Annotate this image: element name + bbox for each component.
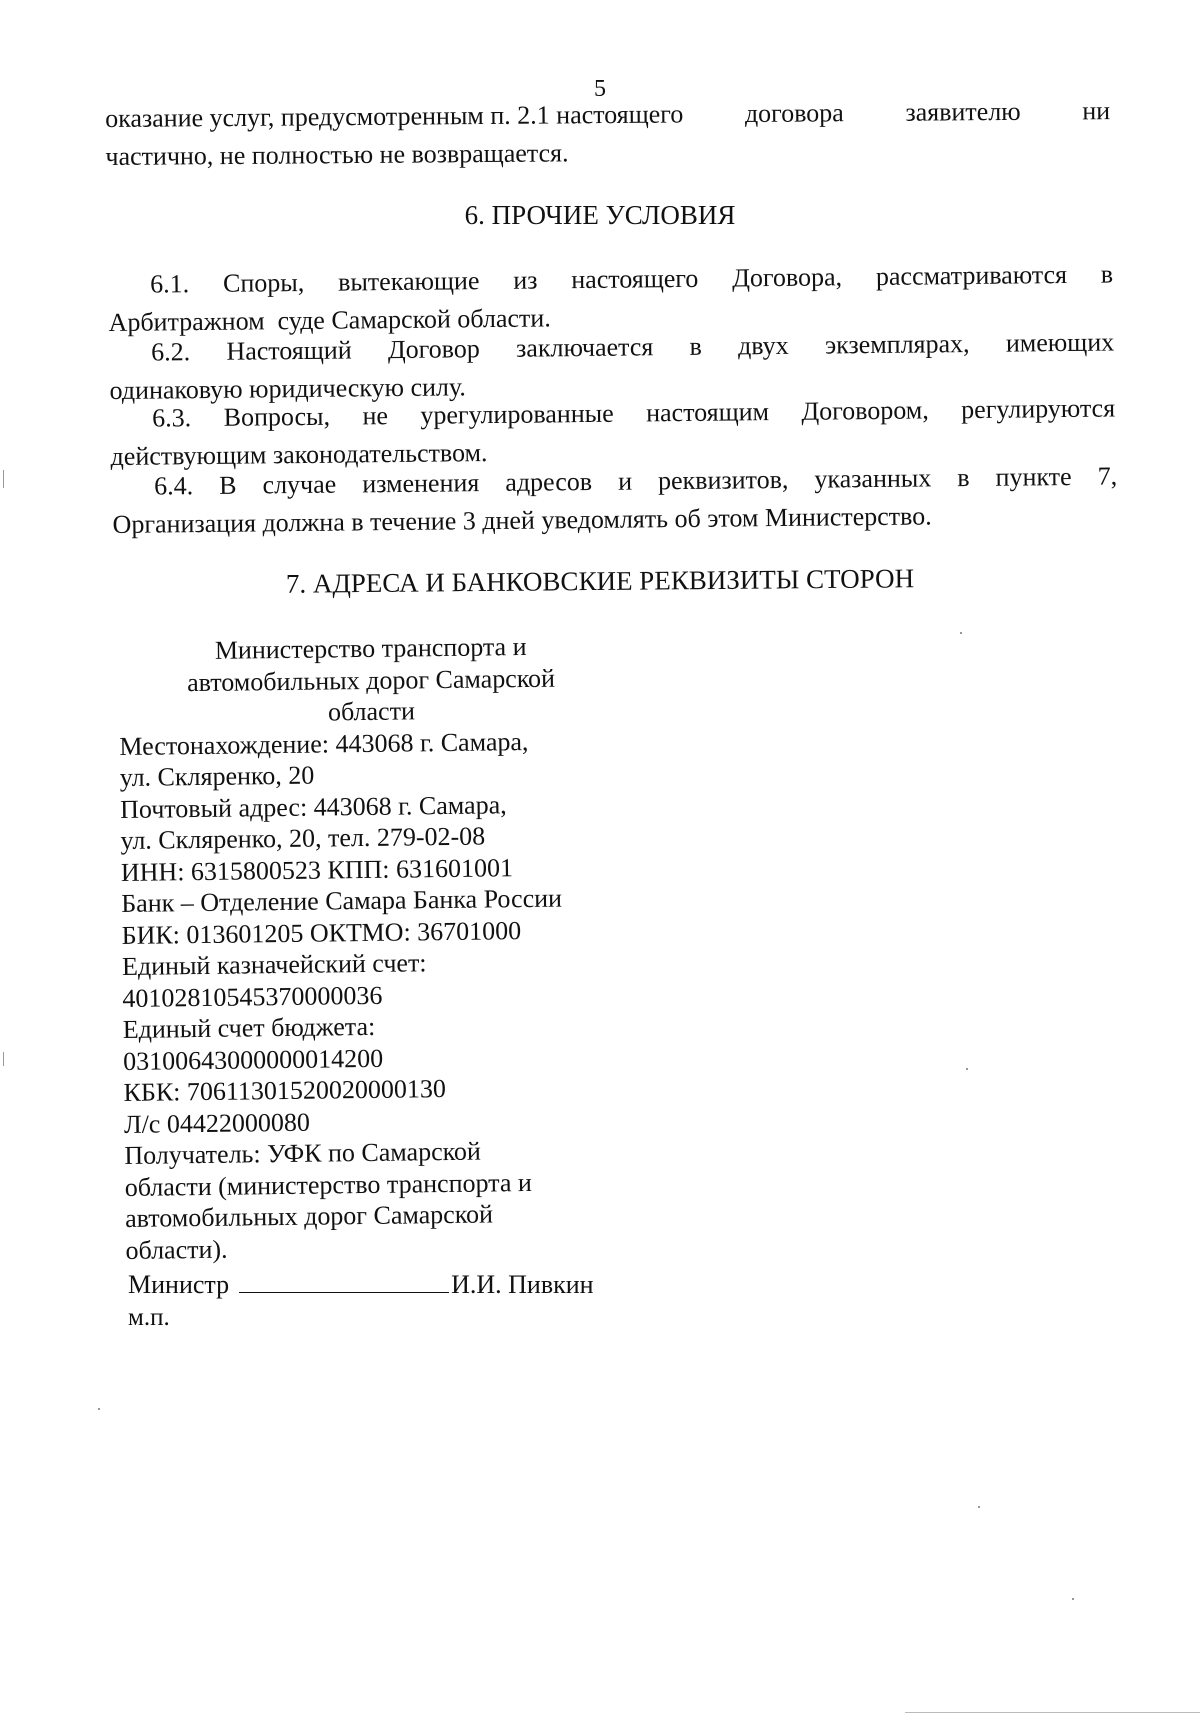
clause-word: случае <box>262 469 337 500</box>
requisites-line: автомобильных дорог Самарской <box>124 1199 494 1233</box>
clause-word: экземплярах, <box>824 328 970 360</box>
requisites-line: ИНН: 6315800523 КПП: 631601001 <box>120 852 514 887</box>
org-name-line: Министерство транспорта и <box>214 632 527 665</box>
clause-word: настоящим <box>645 397 770 428</box>
signature-line <box>128 1266 594 1300</box>
requisites-line: Единый казначейский счет: <box>121 948 427 981</box>
clause-rest: действующим законодательством. <box>110 438 488 471</box>
requisites-line: Почтовый адрес: 443068 г. Самара, <box>119 789 507 824</box>
intro-line-2: частично, не полностью не возвращается. <box>105 138 569 171</box>
requisites-line: БИК: 013601205 ОКТМО: 36701000 <box>121 915 522 950</box>
clause-word: 7, <box>1097 461 1118 491</box>
intro-word: оказание услуг, предусмотренным п. 2.1 настоящего <box>105 99 684 133</box>
clause-word: рассматриваются <box>875 259 1068 291</box>
requisites-block <box>118 630 646 1266</box>
requisites-line: области). <box>125 1234 228 1265</box>
scan-speck <box>978 1506 980 1508</box>
intro-word: ни <box>1082 96 1111 126</box>
clause-word: изменения <box>362 468 480 499</box>
intro-word: договора <box>744 98 844 128</box>
clause-word: указанных <box>814 463 932 494</box>
section-7-heading: 7. АДРЕСА И БАНКОВСКИЕ РЕКВИЗИТЫ СТОРОН <box>285 563 915 599</box>
scan-edge-mark <box>3 470 4 488</box>
clause-word: 6.4. <box>154 471 194 501</box>
org-name-line: области <box>327 696 416 727</box>
clause-word: регулируются <box>961 393 1116 425</box>
clause-word: Договор <box>387 334 480 365</box>
clause-word: вытекающие <box>337 266 480 297</box>
stamp-place-label: м.п. <box>128 1304 170 1331</box>
clause-word: в <box>689 331 702 361</box>
clause-word: Договора, <box>732 262 843 293</box>
requisites-line: 40102810545370000036 <box>122 980 383 1013</box>
clause-word: в <box>957 463 970 493</box>
clause-rest: Арбитражном суде Самарской области. <box>108 303 551 337</box>
clause-word: двух <box>737 330 789 361</box>
scan-speck <box>966 1068 968 1070</box>
intro-word: заявителю <box>905 96 1021 127</box>
requisites-line: области (министерство транспорта и <box>124 1167 532 1202</box>
intro-line-1 <box>105 92 1110 138</box>
clause-word: настоящего <box>571 263 699 295</box>
clause-6-4 <box>112 457 1118 544</box>
requisites-line: 03100643000000014200 <box>123 1043 384 1076</box>
requisites-line: ул. Скляренко, 20, тел. 279-02-08 <box>120 821 486 855</box>
scan-speck <box>960 632 962 634</box>
clause-word: реквизитов, <box>657 464 789 496</box>
clause-word: 6.2. <box>151 337 191 367</box>
scan-edge-line <box>905 1712 1200 1713</box>
clause-word: и <box>617 466 633 496</box>
scan-speck <box>98 1408 100 1410</box>
clause-word: Вопросы, <box>223 401 331 432</box>
requisites-line: Банк – Отделение Самара Банка России <box>121 883 563 918</box>
section-6-heading: 6. ПРОЧИЕ УСЛОВИЯ <box>464 200 736 230</box>
clause-word: 6.3. <box>152 403 192 433</box>
clause-word: 6.1. <box>150 269 190 299</box>
clause-word: из <box>513 265 538 295</box>
requisites-line: КБК: 70611301520020000130 <box>123 1074 447 1107</box>
signatory-name: И.И. Пивкин <box>451 1270 594 1299</box>
requisites-line: Л/с 04422000080 <box>123 1107 311 1139</box>
clause-word: Договором, <box>801 395 929 426</box>
clause-rest: одинаковую юридическую силу. <box>109 372 467 405</box>
scan-edge-mark <box>3 1052 4 1066</box>
clause-word: в <box>1100 259 1114 289</box>
clause-word: заключается <box>515 332 654 363</box>
clause-word: урегулированные <box>420 398 614 430</box>
scan-speck <box>1072 1598 1074 1600</box>
clause-word: имеющих <box>1005 327 1115 358</box>
clause-word: В <box>219 470 237 500</box>
intro-paragraph <box>105 92 1111 176</box>
signature-blank <box>239 1266 449 1293</box>
clause-word: Настоящий <box>226 335 352 366</box>
page-number: 5 <box>594 76 606 102</box>
requisites-line: ул. Скляренко, 20 <box>119 760 315 792</box>
clause-word: не <box>362 401 389 431</box>
requisites-line: Получатель: УФК по Самарской <box>124 1136 482 1170</box>
clause-word: Споры, <box>222 267 305 298</box>
org-name-line: автомобильных дорог Самарской <box>186 663 556 697</box>
requisites-line: Местонахождение: 443068 г. Самара, <box>119 726 529 761</box>
requisites-line: Единый счет бюджета: <box>122 1011 376 1044</box>
clause-word: пункте <box>995 461 1072 492</box>
clause-rest: Организация должна в течение 3 дней уведомлять об этом Министерство. <box>112 501 932 539</box>
signatory-title: Министр <box>128 1270 230 1299</box>
clause-word: адресов <box>505 466 593 497</box>
